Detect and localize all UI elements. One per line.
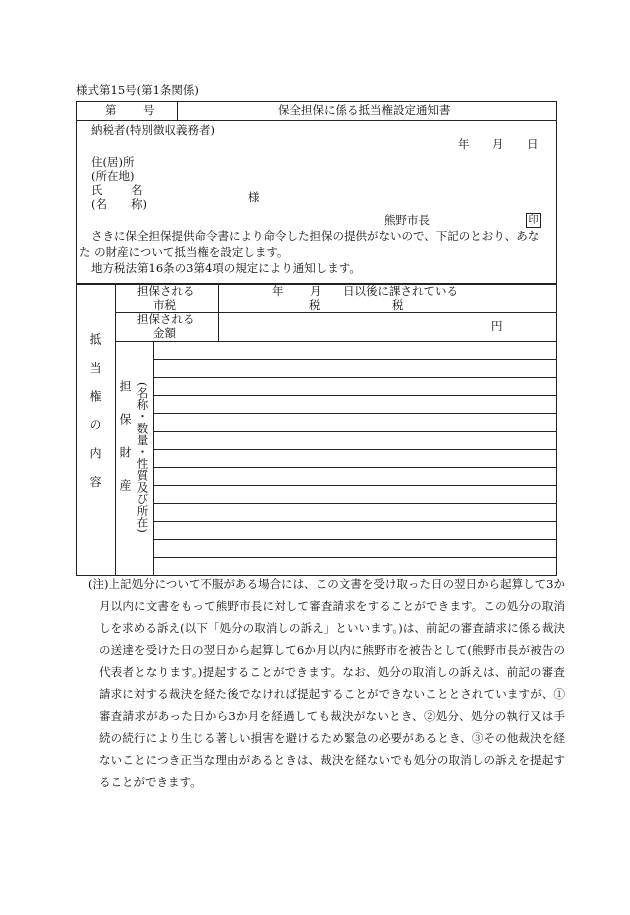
tax-value-year: 年 (272, 284, 284, 298)
title-label-1: (名 (91, 197, 107, 211)
body-line-2: た の財産について抵当権を設定します。 (79, 245, 289, 259)
property-sub-label: (名称・数量・性質及び所在) (135, 382, 150, 534)
body-line-1: さきに保全担保提供命令書により命令した担保の提供がないので、下記のとおり、あな (91, 229, 540, 243)
name-label-2: 名 (131, 183, 143, 197)
form-number-label: 様式第15号(第1条関係) (76, 83, 199, 97)
address-label: 住(居)所 (91, 155, 135, 169)
location-label: (所在地) (91, 169, 135, 183)
tax-label-2: 市税 (153, 298, 176, 312)
taxpayer-label: 納税者(特別徴収義務者) (91, 123, 215, 137)
appeal-note: (注)上記処分について不服がある場合には、この文書を受け取った日の翌日から起算して3か月以内に文書をもって熊野市長に対して審査請求をすることができます。この処分の取消しを求める訴え(以下「処分の取消しの訴え」といいます。)は、前記の審査請求に係る裁決の送達を受けた日の翌日から起算して6か月以内に熊野市を被告として(熊野市長が被告の代表者となります。)提起することができます。なお、処分の取消しの訴えは、前記の審査請求に対する裁決を経た後でなければ提起することができないこととされていますが、①審査請求があった日から3か月を経過しても裁決がないとき、②処分、処分の執行又は手続の続行により生じる著しい損害を避けるため緊急の必要があるとき、③その他裁決を経ないことにつき正当な理由があるときは、裁決を経ないでも処分の取消しの訴えを提起することができます。 (88, 577, 565, 789)
date-month: 月 (492, 137, 504, 151)
amount-label-1: 担保される (137, 312, 195, 326)
section-label-mortgage-content: 抵当権の内容 (88, 333, 102, 504)
mayor-name: 熊野市長 (384, 213, 430, 227)
date-year: 年 (458, 137, 470, 151)
tax-label-1: 担保される (137, 284, 195, 298)
document-title: 保全担保に係る抵当権設定通知書 (278, 103, 451, 117)
tax-value-text: 日以後に課されている (343, 284, 458, 298)
tax-value-month: 月 (310, 284, 322, 298)
honorific-sama: 様 (248, 190, 260, 204)
tax-value-zei-2: 税 (392, 298, 404, 312)
amount-label-2: 金額 (153, 326, 176, 340)
property-label: 担保財産 (118, 380, 132, 512)
name-label-1: 氏 (91, 183, 103, 197)
seal-mark: 印 (526, 213, 541, 228)
amount-unit-yen: 円 (491, 319, 503, 333)
number-dai: 第 (105, 103, 117, 117)
tax-value-zei-1: 税 (309, 298, 321, 312)
title-label-2: 称) (131, 197, 147, 211)
date-day: 日 (527, 137, 539, 151)
number-go: 号 (143, 103, 155, 117)
body-line-3: 地方税法第16条の3第4項の規定により通知します。 (91, 261, 361, 275)
